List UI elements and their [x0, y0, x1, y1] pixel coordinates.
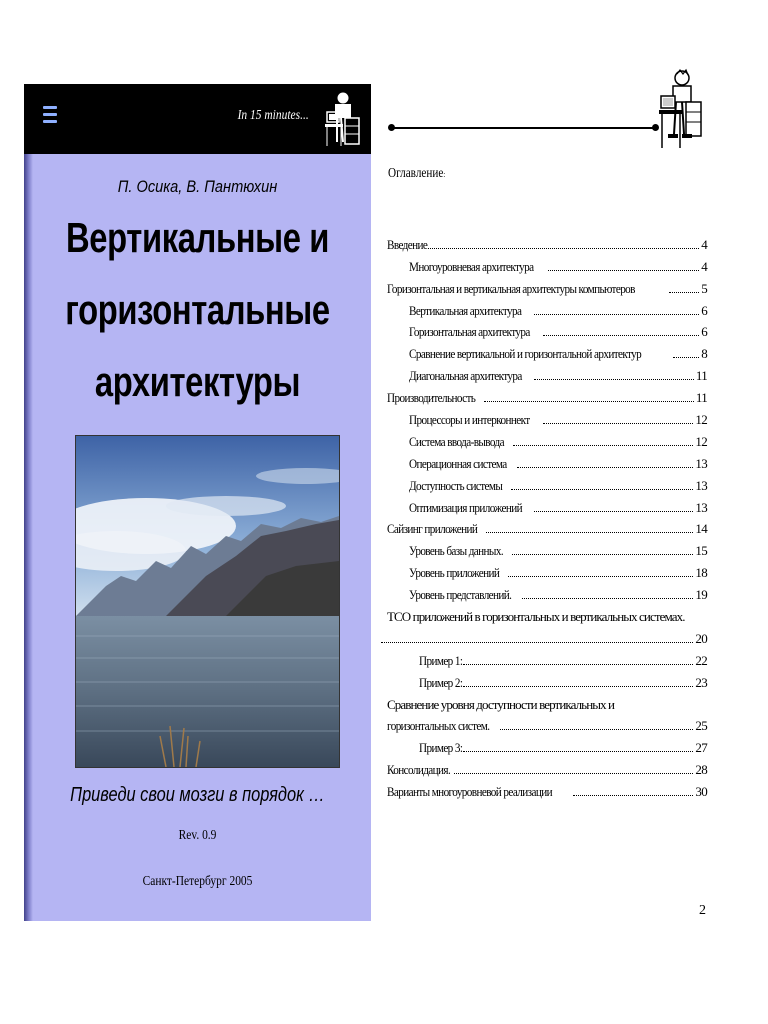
toc-entry-page: 14 [695, 521, 707, 537]
toc-entry-title: горизонтальных систем. [387, 718, 490, 734]
toc-entry-title: Диагональная архитектура [409, 368, 522, 384]
toc-leader-dots [454, 773, 693, 774]
toc-entry[interactable] [387, 275, 707, 297]
toc-entry-title: Процессоры и интерконнект [409, 412, 530, 428]
toc-leader-dots [511, 489, 693, 490]
toc-entry-page: 11 [695, 368, 707, 384]
toc-entry[interactable] [387, 450, 707, 472]
toc-entry-page: 13 [695, 499, 707, 515]
toc-entry-title: Многоуровневая архитектура [409, 258, 534, 274]
cover-spine [24, 84, 33, 921]
computer-user-mascot-icon [658, 68, 704, 154]
toc-entry-page: 13 [695, 455, 707, 471]
toc-entry-title: Пример 3: [419, 740, 463, 756]
toc-heading [388, 166, 445, 182]
mountain-lake-photo [75, 435, 340, 768]
toc-entry-title: Горизонтальная архитектура [409, 324, 530, 340]
cover-authors: П. Осика, В. Пантюхин [117, 177, 278, 196]
toc-entry-page: 18 [695, 565, 707, 581]
toc-leader-dots [428, 248, 699, 249]
toc-leader-dots [513, 445, 693, 446]
toc-entry-page: 4 [701, 236, 707, 252]
toc-heading-text: Оглавление [388, 166, 444, 181]
toc-entry-title: TCO приложений в горизонтальных и вертикальных системах. [387, 609, 685, 625]
cover-city-year: Санкт-Петербург 2005 [142, 874, 253, 889]
cover-title-line: Вертикальные и [66, 214, 329, 261]
toc-entry[interactable] [387, 516, 707, 538]
toc-entry-title: Уровень представлений. [409, 587, 512, 603]
toc-leader-dots [381, 642, 693, 643]
toc-entry-title: Система ввода-вывода [409, 433, 505, 449]
toc-entry-page: 30 [695, 784, 707, 800]
toc-entry-page: 19 [695, 587, 707, 603]
toc-leader-dots [463, 686, 693, 687]
toc-entry-title: Сайзинг приложений [387, 521, 478, 537]
toc-leader-dots [673, 357, 699, 358]
toc-entry[interactable] [387, 297, 707, 319]
toc-entry-title: Оптимизация приложений [409, 499, 522, 515]
toc-entry[interactable] [387, 625, 707, 647]
toc-leader-dots [573, 795, 694, 796]
toc-entry-title: Сравнение уровня доступности вертикальных и [387, 696, 615, 712]
toc-entry[interactable] [387, 231, 707, 253]
toc-entry-title: Уровень базы данных. [409, 543, 504, 559]
toc-entry[interactable] [387, 734, 707, 756]
table-of-contents [387, 231, 707, 800]
toc-leader-dots [463, 751, 693, 752]
toc-entry-page: 25 [695, 718, 707, 734]
toc-entry-title: Консолидация. [387, 762, 451, 778]
cover-header-bar [24, 84, 371, 154]
toc-entry-page: 6 [701, 302, 707, 318]
book-cover [24, 84, 371, 921]
toc-leader-dots [522, 598, 693, 599]
toc-entry[interactable] [387, 319, 707, 341]
toc-entry-page: 8 [701, 346, 707, 362]
toc-entry-page: 20 [695, 630, 707, 646]
toc-entry-page: 4 [701, 258, 707, 274]
toc-entry-title: Уровень приложений [409, 565, 500, 581]
toc-entry-title: Пример 1: [419, 652, 463, 668]
toc-leader-dots [534, 379, 694, 380]
toc-entry[interactable] [387, 362, 707, 384]
toc-entry[interactable] [387, 253, 707, 275]
toc-entry-title: Производительность [387, 390, 476, 406]
header-rule [391, 127, 654, 129]
toc-leader-dots [463, 664, 693, 665]
toc-heading-colon: : [443, 170, 446, 179]
toc-entry-page: 5 [701, 280, 707, 296]
toc-entry[interactable] [387, 494, 707, 516]
toc-leader-dots [534, 511, 693, 512]
toc-entry[interactable] [387, 603, 707, 625]
computer-user-mascot-icon [323, 90, 363, 150]
toc-entry-page: 22 [695, 652, 707, 668]
cover-title-line: архитектуры [94, 358, 301, 405]
toc-entry[interactable] [387, 537, 707, 559]
toc-entry-title: Сравнение вертикальной и горизонтальной архитектур [409, 346, 642, 362]
menu-icon [43, 106, 57, 127]
toc-entry[interactable] [387, 406, 707, 428]
toc-leader-dots [669, 292, 699, 293]
toc-entry-title: Вертикальная архитектура [409, 302, 522, 318]
toc-leader-dots [543, 423, 693, 424]
toc-leader-dots [508, 576, 693, 577]
toc-entry-page: 13 [695, 477, 707, 493]
cover-title [62, 202, 333, 418]
series-label: In 15 minutes... [237, 108, 309, 123]
toc-entry[interactable] [387, 428, 707, 450]
toc-leader-dots [500, 729, 693, 730]
toc-entry-title: Пример 2: [419, 674, 463, 690]
toc-entry-title: Варианты многоуровневой реализации [387, 784, 552, 800]
toc-entry-page: 11 [695, 390, 707, 406]
page-number: 2 [699, 903, 706, 918]
toc-entry[interactable] [387, 340, 707, 362]
toc-entry-page: 28 [695, 762, 707, 778]
toc-entry[interactable] [387, 647, 707, 669]
toc-entry-page: 27 [695, 740, 707, 756]
toc-entry[interactable] [387, 756, 707, 778]
toc-leader-dots [548, 270, 699, 271]
toc-leader-dots [512, 554, 693, 555]
toc-entry-page: 6 [701, 324, 707, 340]
toc-entry[interactable] [387, 559, 707, 581]
toc-entry-title: Горизонтальная и вертикальная архитектуры компьютеров [387, 280, 635, 296]
toc-entry[interactable] [387, 778, 707, 800]
toc-entry-title: Операционная система [409, 455, 507, 471]
cover-revision: Rev. 0.9 [178, 828, 217, 843]
toc-leader-dots [484, 401, 694, 402]
toc-entry-title: Доступность системы [409, 477, 503, 493]
toc-leader-dots [534, 314, 700, 315]
toc-entry[interactable] [387, 713, 707, 735]
toc-entry-page: 15 [695, 543, 707, 559]
toc-entry[interactable] [387, 384, 707, 406]
toc-entry-title: Введение [387, 236, 428, 252]
cover-title-line: горизонтальные [65, 286, 330, 333]
toc-entry[interactable] [387, 691, 707, 713]
toc-entry[interactable] [387, 472, 707, 494]
toc-leader-dots [517, 467, 694, 468]
toc-entry[interactable] [387, 669, 707, 691]
toc-leader-dots [543, 335, 699, 336]
toc-leader-dots [486, 532, 693, 533]
toc-entry-page: 12 [695, 433, 707, 449]
toc-entry-page: 23 [695, 674, 707, 690]
cover-slogan: Приведи свои мозги в порядок … [70, 784, 325, 806]
toc-entry[interactable] [387, 581, 707, 603]
toc-entry-page: 12 [695, 412, 707, 428]
